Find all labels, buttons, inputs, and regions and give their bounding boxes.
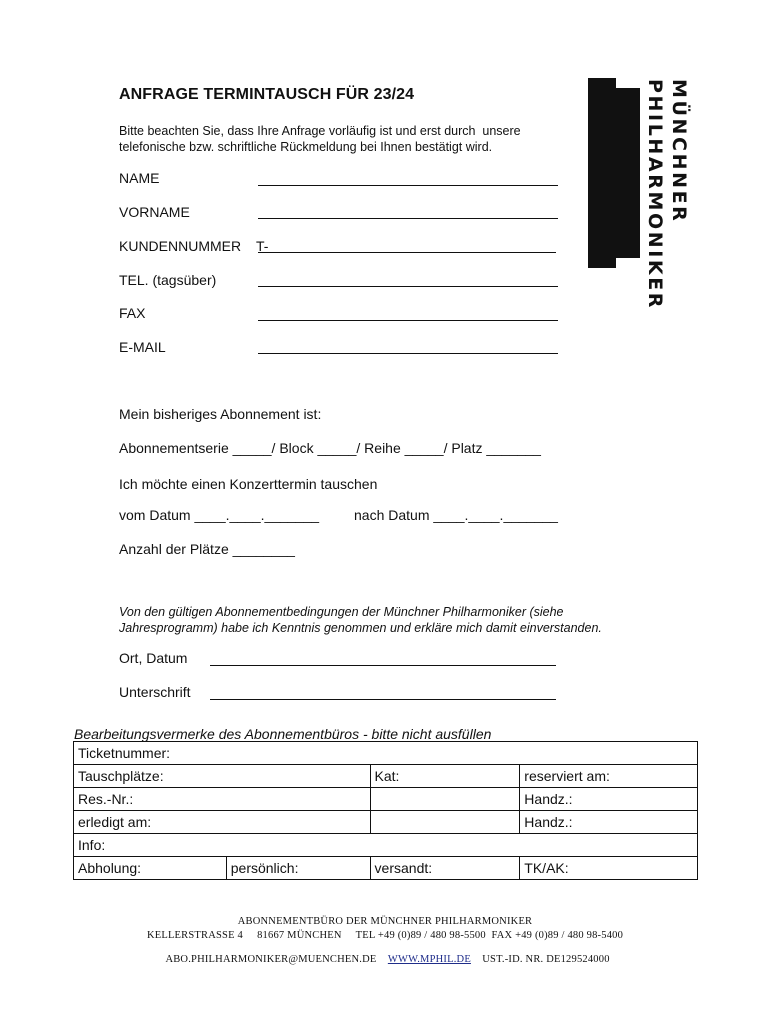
email-field[interactable]: [258, 353, 558, 354]
reserviert-cell: reserviert am:: [520, 765, 698, 788]
footer-line-1: ABONNEMENTBÜRO DER MÜNCHNER PHILHARMONIKER: [237, 916, 533, 927]
abo-details-line[interactable]: Abonnementserie _____/ Block _____/ Reihe _____/ Platz _______: [119, 440, 541, 456]
office-notes-table: [73, 741, 698, 880]
footer-line-3: [0, 943, 770, 965]
terms-disclaimer: [119, 604, 689, 636]
kundennummer-prefix: T-: [256, 238, 269, 254]
table-row: [74, 857, 698, 880]
date-from-field[interactable]: vom Datum ____.____._______: [119, 507, 320, 523]
handz-cell: Handz.:: [520, 811, 698, 834]
logo-mark-icon: [588, 78, 640, 268]
abo-intro: Mein bisheriges Abonnement ist:: [119, 406, 322, 422]
table-row: [74, 811, 698, 834]
footer-line-2: KELLERSTRASSE 4 81667 MÜNCHEN TEL +49 (0)89 / 480 98-5500 FAX +49 (0)89 / 480 98-5400: [146, 930, 624, 941]
seat-count-field[interactable]: Anzahl der Plätze ________: [119, 541, 295, 557]
vorname-label: VORNAME: [119, 204, 190, 220]
logo-line-munchner: MÜNCHNER: [668, 79, 690, 224]
abholung-cell: Abholung:: [74, 857, 227, 880]
email-label: E-MAIL: [119, 339, 166, 355]
ticketnummer-cell: Ticketnummer:: [74, 742, 698, 765]
logo-line-philharmoniker: PHILHARMONIKER: [644, 79, 666, 311]
empty-cell: [370, 811, 520, 834]
versandt-cell: versandt:: [370, 857, 520, 880]
intro-line-2: telefonische bzw. schriftliche Rückmeldung bei Ihnen bestätigt wird.: [119, 140, 493, 154]
tel-field[interactable]: [258, 286, 558, 287]
persoenlich-cell: persönlich:: [226, 857, 370, 880]
table-row: [74, 788, 698, 811]
erledigt-cell: erledigt am:: [74, 811, 371, 834]
table-row: [74, 765, 698, 788]
tk-ak-cell: TK/AK:: [520, 857, 698, 880]
swap-intro: Ich möchte einen Konzerttermin tauschen: [119, 476, 378, 492]
footer-email[interactable]: ABO.PHILHARMONIKER@MUENCHEN.DE: [165, 954, 377, 965]
vorname-field[interactable]: [258, 218, 558, 219]
website-link[interactable]: WWW.MPHIL.DE: [387, 954, 471, 965]
kat-cell: Kat:: [370, 765, 520, 788]
office-section-heading: Bearbeitungsvermerke des Abonnementbüros - bitte nicht ausfüllen: [74, 726, 492, 742]
footer-ust-id: UST.-ID. NR. DE129524000: [482, 954, 610, 965]
intro-line-1: Bitte beachten Sie, dass Ihre Anfrage vorläufig ist und erst durch unsere: [119, 124, 521, 138]
kundennummer-label: KUNDENNUMMER: [119, 238, 242, 254]
ort-datum-label: Ort, Datum: [119, 650, 188, 666]
empty-cell: [370, 788, 520, 811]
disclaimer-line-1: Von den gültigen Abonnementbedingungen der Münchner Philharmoniker (siehe: [119, 605, 564, 619]
kundennummer-field[interactable]: [258, 252, 556, 253]
unterschrift-label: Unterschrift: [119, 684, 191, 700]
form-title: ANFRAGE TERMINTAUSCH FÜR 23/24: [119, 86, 415, 103]
info-cell: Info:: [74, 834, 698, 857]
intro-text: [119, 123, 589, 155]
tel-label: TEL. (tagsüber): [119, 272, 217, 288]
ort-datum-field[interactable]: [210, 665, 556, 666]
disclaimer-line-2: Jahresprogramm) habe ich Kenntnis genommen und erkläre mich damit einverstanden.: [119, 621, 602, 635]
table-row: [74, 742, 698, 765]
date-to-field[interactable]: nach Datum ____.____._______: [354, 507, 558, 523]
unterschrift-field[interactable]: [210, 699, 556, 700]
fax-label: FAX: [119, 305, 146, 321]
fax-field[interactable]: [258, 320, 558, 321]
name-field[interactable]: [258, 185, 558, 186]
tauschplaetze-cell: Tauschplätze:: [74, 765, 371, 788]
res-nr-cell: Res.-Nr.:: [74, 788, 371, 811]
orchestra-logo: [588, 78, 698, 311]
name-label: NAME: [119, 170, 160, 186]
table-row: [74, 834, 698, 857]
handz-cell: Handz.:: [520, 788, 698, 811]
